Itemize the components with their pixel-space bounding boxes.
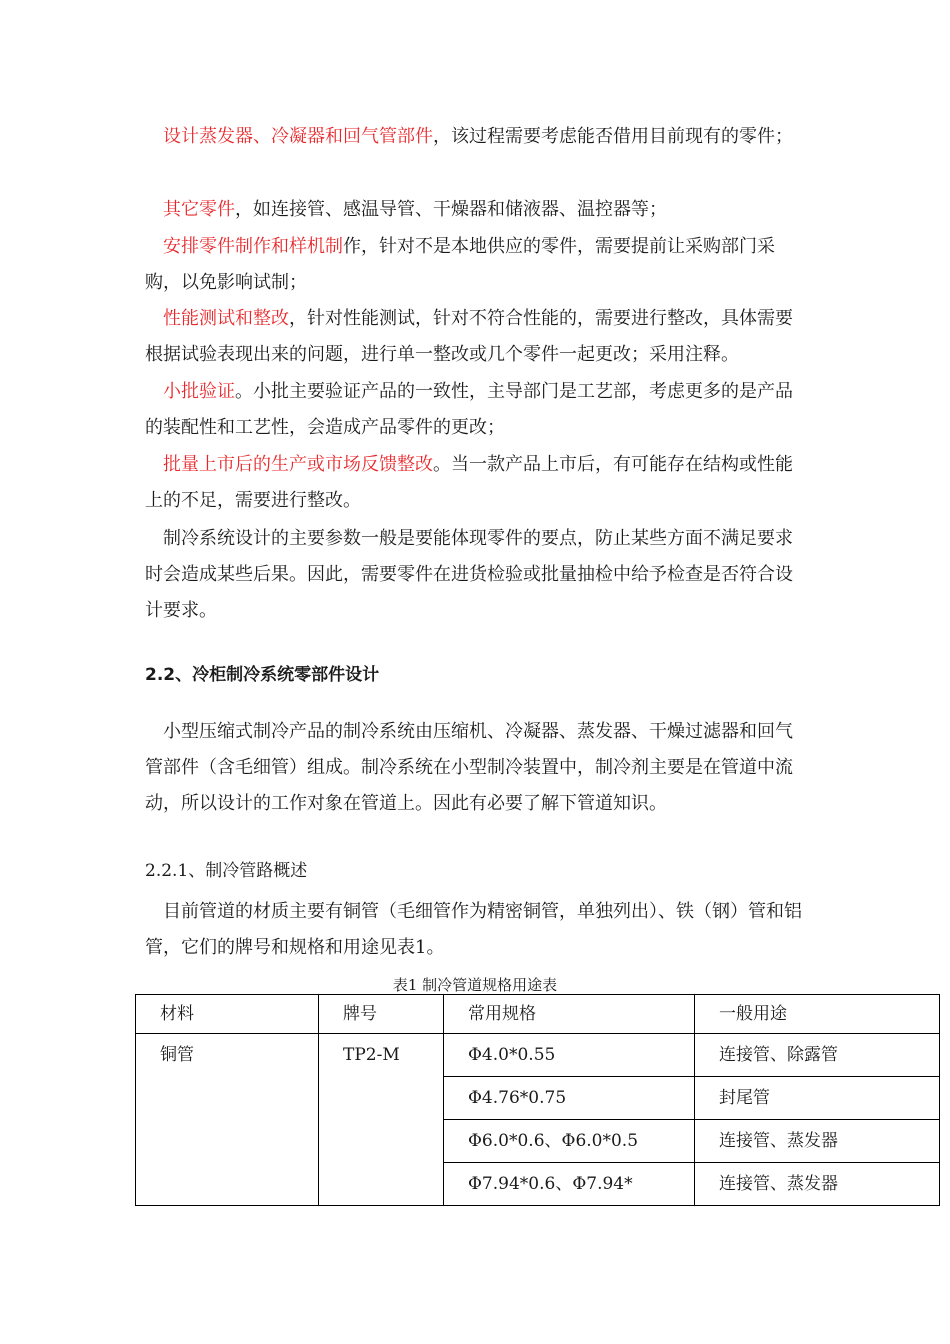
header-cell: 材料 [136, 995, 319, 1034]
paragraph-performance-test [145, 301, 805, 373]
body-text: 目前管道的材质主要有铜管（毛细管作为精密铜管，单独列出）、铁（钢）管和铝管，它们的牌号和规格和用途见表1。 [145, 901, 802, 958]
paragraph-small-batch [145, 374, 805, 446]
body-text: 。当一款产品上市后，有可能存在结构或性能上的不足，需要进行整改。 [145, 454, 793, 511]
highlight-text: 其它零件 [163, 199, 235, 220]
highlight-text: 设计蒸发器、冷凝器和回气管部件 [163, 126, 433, 147]
highlight-text: 批量上市后的生产或市场反馈整改 [163, 454, 433, 475]
use-cell: 连接管、蒸发器 [695, 1120, 940, 1163]
material-cell: 铜管 [136, 1034, 319, 1206]
use-cell: 封尾管 [695, 1077, 940, 1120]
spec-cell: Φ4.0*0.55 [444, 1034, 695, 1077]
body-text: 作，针对不是本地供应的零件，需要提前让采购部门采购，以免影响试制； [145, 236, 775, 293]
body-text: 。小批主要验证产品的一致性，主导部门是工艺部，考虑更多的是产品的装配性和工艺性，会造成产品零件的更改； [145, 381, 793, 438]
table-row [136, 1034, 940, 1077]
body-text: 制冷系统设计的主要参数一般是要能体现零件的要点，防止某些方面不满足要求时会造成某些后果。因此，需要零件在进货检验或批量抽检中给予检查是否符合设计要求。 [145, 528, 793, 621]
pipe-spec-table [135, 994, 940, 1206]
paragraph-pipe-materials [145, 894, 805, 966]
spec-cell: Φ7.94*0.6、Φ7.94* [444, 1163, 695, 1206]
subsection-heading: 2.2.1、制冷管路概述 [145, 861, 308, 881]
body-text: ，针对性能测试，针对不符合性能的，需要进行整改，具体需要根据试验表现出来的问题，进行单一整改或几个零件一起更改；采用注释。 [145, 308, 793, 365]
header-cell: 一般用途 [695, 995, 940, 1034]
use-cell: 连接管、除露管 [695, 1034, 940, 1077]
table-header-row [136, 995, 940, 1034]
paragraph-evaporator-design [145, 119, 805, 155]
paragraph-design-parameters [145, 521, 805, 629]
paragraph-system-intro [145, 714, 805, 822]
body-text: ，该过程需要考虑能否借用目前现有的零件； [433, 126, 793, 147]
paragraph-prototype [145, 229, 805, 301]
header-cell: 常用规格 [444, 995, 695, 1034]
use-cell: 连接管、蒸发器 [695, 1163, 940, 1206]
highlight-text: 性能测试和整改 [163, 308, 289, 329]
spec-cell: Φ4.76*0.75 [444, 1077, 695, 1120]
highlight-text: 安排零件制作和样机制 [163, 236, 343, 257]
grade-cell: TP2-M [319, 1034, 444, 1206]
table-caption: 表1 制冷管道规格用途表 [392, 976, 558, 994]
spec-cell: Φ6.0*0.6、Φ6.0*0.5 [444, 1120, 695, 1163]
paragraph-other-parts [145, 192, 805, 228]
highlight-text: 小批验证 [163, 381, 235, 402]
paragraph-market-feedback [145, 447, 805, 519]
body-text: 小型压缩式制冷产品的制冷系统由压缩机、冷凝器、蒸发器、干燥过滤器和回气管部件（含毛细管）组成。制冷系统在小型制冷装置中，制冷剂主要是在管道中流动，所以设计的工作对象在管道上。因此有必要了解下管道知识。 [145, 721, 793, 814]
header-cell: 牌号 [319, 995, 444, 1034]
body-text: ，如连接管、感温导管、干燥器和储液器、温控器等； [235, 199, 667, 220]
section-heading: 2.2、冷柜制冷系统零部件设计 [145, 665, 380, 685]
